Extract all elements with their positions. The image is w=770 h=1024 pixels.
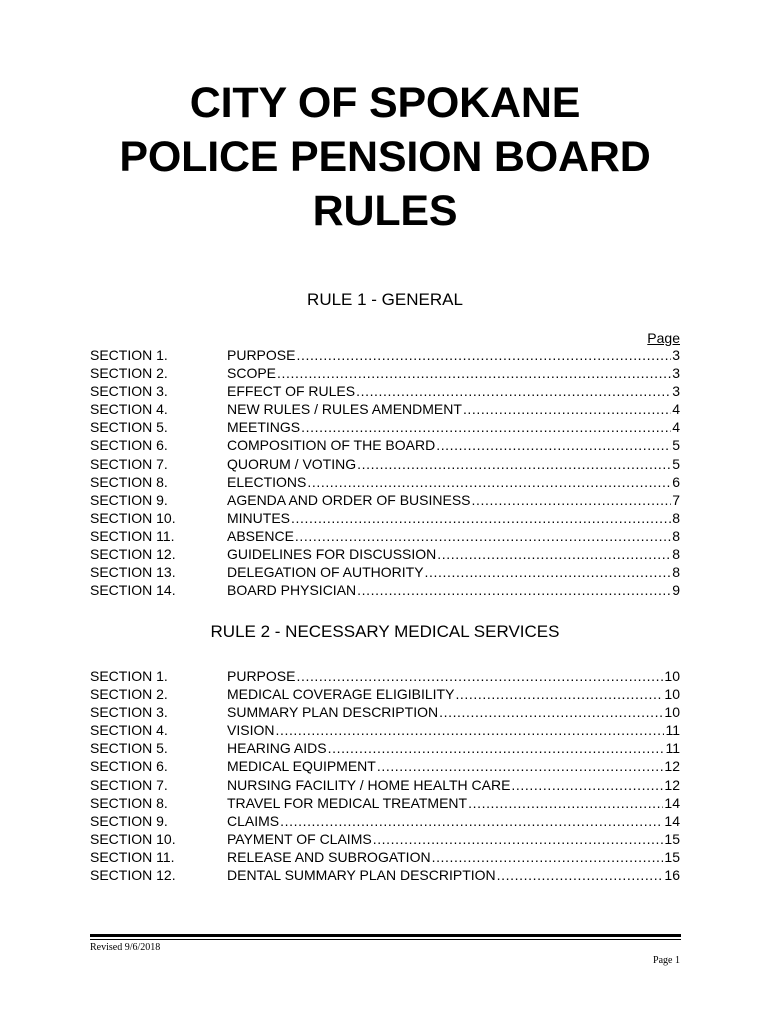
toc-section-number: SECTION 13. [90,564,176,581]
toc-section-title: PURPOSE [227,668,296,684]
toc-section-number: SECTION 3. [90,704,168,721]
toc-entry [90,346,680,364]
toc-section-title: TRAVEL FOR MEDICAL TREATMENT [227,794,468,811]
toc-entry [90,757,680,775]
toc-entry [90,812,680,830]
toc-section-title: MINUTES [227,509,290,526]
rule-2-heading: RULE 2 - NECESSARY MEDICAL SERVICES [210,622,560,641]
toc-dot-leader [295,527,671,545]
toc-entry [90,509,680,527]
toc-section-title: SUMMARY PLAN DESCRIPTION [227,704,439,721]
toc-section-title: HEARING AIDS [227,740,327,757]
toc-dot-leader [280,812,663,830]
toc-entry [90,400,680,418]
toc-dot-leader [439,703,663,721]
toc-page-number: 12 [664,776,680,793]
rule-2-toc [90,667,680,884]
toc-entry [90,739,680,757]
toc-section-title: PAYMENT OF CLAIMS [227,830,372,847]
toc-entry [90,685,680,703]
toc-page-number: 3 [672,347,680,363]
toc-page-number: 4 [672,419,680,436]
toc-section-title: MEDICAL COVERAGE ELIGIBILITY [227,686,455,703]
toc-section-title: MEDICAL EQUIPMENT [227,758,376,775]
toc-page-number: 4 [672,401,680,418]
toc-section-title: DELEGATION OF AUTHORITY [227,564,424,581]
toc-section-title: PURPOSE [227,347,296,363]
toc-entry [90,581,680,599]
toc-page-number: 6 [672,473,680,490]
title-line-2: POLICE PENSION BOARD [119,133,651,181]
toc-section-title: ABSENCE [227,527,294,544]
toc-section-title: ELECTIONS [227,473,307,490]
toc-dot-leader [328,739,665,757]
toc-section-title: COMPOSITION OF THE BOARD [227,437,436,454]
toc-dot-leader [437,545,671,563]
toc-page-number: 15 [664,848,680,865]
toc-section-number: SECTION 12. [90,546,176,563]
toc-dot-leader [356,382,671,400]
toc-section-title: BOARD PHYSICIAN [227,582,357,599]
toc-dot-leader [468,794,663,812]
page-column-label: Page [647,330,680,346]
revised-date: Revised 9/6/2018 [90,942,161,953]
toc-page-number: 5 [672,455,680,472]
toc-page-number: 15 [664,830,680,847]
toc-entry [90,545,680,563]
toc-section-title: RELEASE AND SUBROGATION [227,848,431,865]
toc-page-number: 9 [672,582,680,599]
toc-entry [90,364,680,382]
title-line-1: CITY OF SPOKANE [189,79,581,127]
toc-entry [90,418,680,436]
toc-dot-leader [373,830,664,848]
toc-dot-leader [277,364,671,382]
toc-page-number: 10 [664,704,680,721]
toc-section-title: EFFECT OF RULES [227,383,356,400]
toc-entry [90,436,680,454]
toc-section-number: SECTION 2. [90,686,168,703]
document-title [0,76,770,238]
toc-entry [90,491,680,509]
toc-section-number: SECTION 11. [90,848,175,865]
toc-page-number: 5 [672,437,680,454]
toc-entry [90,382,680,400]
toc-page-number: 3 [672,383,680,400]
toc-dot-leader [497,866,664,884]
toc-dot-leader [436,436,671,454]
toc-section-title: VISION [227,722,275,739]
toc-page-number: 11 [665,722,680,739]
toc-page-number: 16 [664,867,680,884]
toc-section-title: AGENDA AND ORDER OF BUSINESS [227,491,471,508]
toc-page-number: 8 [672,509,680,526]
toc-entry [90,473,680,491]
toc-section-number: SECTION 6. [90,437,168,454]
toc-section-title: DENTAL SUMMARY PLAN DESCRIPTION [227,867,496,884]
footer-divider [90,934,681,937]
footer-divider-thin [90,939,681,940]
toc-entry [90,455,680,473]
toc-section-title: GUIDELINES FOR DISCUSSION [227,546,437,563]
toc-entry [90,703,680,721]
toc-dot-leader [301,418,671,436]
toc-dot-leader [425,563,672,581]
toc-dot-leader [307,473,671,491]
toc-entry [90,563,680,581]
toc-page-number: 10 [664,668,680,684]
toc-section-number: SECTION 8. [90,473,168,490]
toc-section-number: SECTION 5. [90,419,168,436]
toc-section-number: SECTION 1. [90,347,168,363]
toc-section-number: SECTION 9. [90,812,168,829]
toc-dot-leader [377,757,664,775]
toc-section-number: SECTION 9. [90,491,168,508]
toc-dot-leader [296,346,671,364]
page-number: Page 1 [653,955,680,966]
toc-entry [90,794,680,812]
toc-page-number: 10 [664,686,680,703]
toc-dot-leader [455,685,663,703]
rule-1-toc [90,346,680,599]
toc-entry [90,527,680,545]
toc-section-number: SECTION 3. [90,383,168,400]
toc-section-number: SECTION 8. [90,794,168,811]
toc-page-number: 14 [664,794,680,811]
toc-entry [90,866,680,884]
toc-section-title: CLAIMS [227,812,280,829]
toc-section-number: SECTION 4. [90,722,168,739]
toc-section-number: SECTION 6. [90,758,168,775]
toc-entry [90,776,680,794]
toc-page-number: 11 [665,740,680,757]
toc-section-title: QUORUM / VOTING [227,455,357,472]
toc-section-number: SECTION 7. [90,455,168,472]
toc-page-number: 3 [672,365,680,382]
toc-entry [90,830,680,848]
toc-section-number: SECTION 4. [90,401,168,418]
toc-section-title: NEW RULES / RULES AMENDMENT [227,401,462,418]
toc-page-number: 12 [664,758,680,775]
toc-section-number: SECTION 5. [90,740,168,757]
toc-section-number: SECTION 10. [90,830,176,847]
toc-dot-leader [291,509,671,527]
toc-dot-leader [472,491,672,509]
toc-dot-leader [432,848,664,866]
toc-page-number: 8 [672,564,680,581]
toc-page-number: 8 [672,527,680,544]
rule-1-heading: RULE 1 - GENERAL [307,290,463,309]
toc-section-title: NURSING FACILITY / HOME HEALTH CARE [227,776,511,793]
toc-section-number: SECTION 11. [90,527,175,544]
toc-section-number: SECTION 12. [90,867,176,884]
toc-dot-leader [357,581,671,599]
toc-section-number: SECTION 14. [90,582,176,599]
toc-section-number: SECTION 7. [90,776,168,793]
toc-page-number: 14 [664,812,680,829]
toc-page-number: 8 [672,546,680,563]
toc-section-number: SECTION 2. [90,365,168,382]
toc-dot-leader [357,455,671,473]
toc-dot-leader [275,721,664,739]
toc-section-number: SECTION 10. [90,509,176,526]
toc-page-number: 7 [672,491,680,508]
toc-entry [90,667,680,685]
toc-section-title: SCOPE [227,365,277,382]
toc-section-number: SECTION 1. [90,668,168,684]
toc-entry [90,721,680,739]
toc-section-title: MEETINGS [227,419,301,436]
toc-dot-leader [511,776,663,794]
toc-dot-leader [296,667,663,685]
toc-entry [90,848,680,866]
toc-dot-leader [463,400,671,418]
title-line-3: RULES [312,187,458,235]
